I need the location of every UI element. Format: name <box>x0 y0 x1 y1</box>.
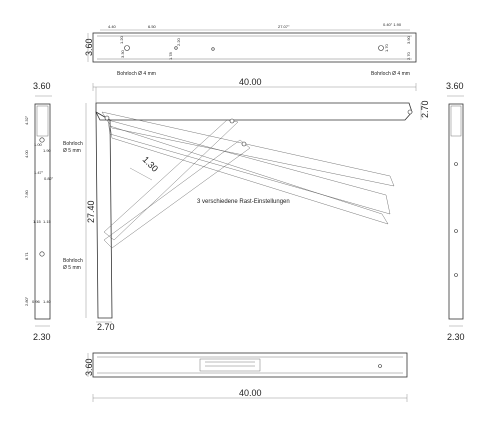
top-dim: 2.20 <box>176 38 181 46</box>
left-hole-lower <box>40 252 44 256</box>
top-rivet <box>212 48 215 51</box>
top-rivet <box>175 47 178 50</box>
bottom-height-dim: 3.60 <box>84 358 94 376</box>
left-dim: 1.00 <box>34 142 42 147</box>
top-height-dim: 3.60 <box>84 38 94 56</box>
left-hole-lower-label: Bohrloch Ø 5 mm <box>63 258 83 271</box>
front-pivot <box>230 119 234 123</box>
right-view-outline <box>449 104 463 319</box>
front-height-dim: 27.40 <box>86 200 96 223</box>
top-hole-left <box>125 46 130 51</box>
left-dim: 1.40 <box>43 299 51 304</box>
top-dim: 4.40 <box>108 24 116 29</box>
top-hole-right-label: Bohrloch Ø 4 mm <box>371 71 410 77</box>
bottom-rivet <box>379 365 382 368</box>
top-dim: 27.07" <box>278 24 290 29</box>
top-view <box>84 22 416 91</box>
left-dim: 1.47" <box>34 170 44 175</box>
right-width-top: 3.60 <box>446 81 464 91</box>
top-dim: 6.50 <box>148 24 156 29</box>
front-top-bar <box>96 103 412 120</box>
front-base-width: 2.70 <box>97 322 115 332</box>
left-hole-upper-label: Bohrloch Ø 5 mm <box>63 141 83 154</box>
left-width-bottom: 2.30 <box>33 332 51 342</box>
front-arm-dim: 1.30 <box>140 154 161 174</box>
bottom-width-dim: 40.00 <box>239 388 262 398</box>
front-arm-3 <box>110 126 388 224</box>
left-dim: 1.15 <box>33 219 41 224</box>
left-dim: 0.96 <box>32 299 40 304</box>
top-dim: 1.78 <box>168 52 173 60</box>
right-view-top-part <box>451 106 461 136</box>
bottom-view-outline <box>93 353 407 377</box>
front-arm-1 <box>102 112 394 186</box>
left-width-top: 3.60 <box>33 81 51 91</box>
bottom-view <box>84 353 407 402</box>
front-pivot-right <box>408 110 412 114</box>
top-dim: 1.20 <box>119 36 124 44</box>
left-view-outline <box>35 104 50 319</box>
top-dim: 2.70 <box>406 52 411 60</box>
front-pivot <box>105 116 109 120</box>
right-width-bottom: 2.30 <box>447 332 465 342</box>
left-dim: 1.15 <box>43 219 51 224</box>
top-view-outline <box>93 33 416 62</box>
top-dim: 1.70 <box>384 44 389 52</box>
top-dim: 3.30 <box>120 50 125 58</box>
left-dim: 7.80 <box>24 190 29 198</box>
left-dim: 8.71 <box>24 252 29 260</box>
left-dim: 4.00 <box>24 150 29 158</box>
front-vertical-bar <box>96 112 112 318</box>
front-pivot <box>242 142 246 146</box>
left-dim: 2.80" <box>24 296 29 306</box>
top-hole-left-label: Bohrloch Ø 4 mm <box>117 71 156 77</box>
left-dim: 1.90 <box>43 148 51 153</box>
top-width-dim: 40.00 <box>239 77 262 87</box>
left-view <box>24 81 83 342</box>
top-dim: 3.90 <box>406 36 411 44</box>
right-view <box>446 81 465 342</box>
front-view <box>86 100 430 332</box>
left-view-top-part <box>37 106 48 136</box>
front-annotation: 3 verschiedene Rast-Einstellungen <box>197 199 290 205</box>
right-rivet <box>455 274 458 277</box>
left-dim: 4.32" <box>24 115 29 125</box>
top-dim: 0.40" 1.90 <box>383 22 402 27</box>
bottom-mechanism <box>200 359 260 371</box>
front-right-height-dim: 2.70 <box>420 100 430 118</box>
front-brace-2 <box>104 140 250 248</box>
top-hole-right <box>379 46 384 51</box>
right-rivet <box>455 163 458 166</box>
right-rivet <box>455 230 458 233</box>
left-dim: 0.82" <box>44 176 54 181</box>
